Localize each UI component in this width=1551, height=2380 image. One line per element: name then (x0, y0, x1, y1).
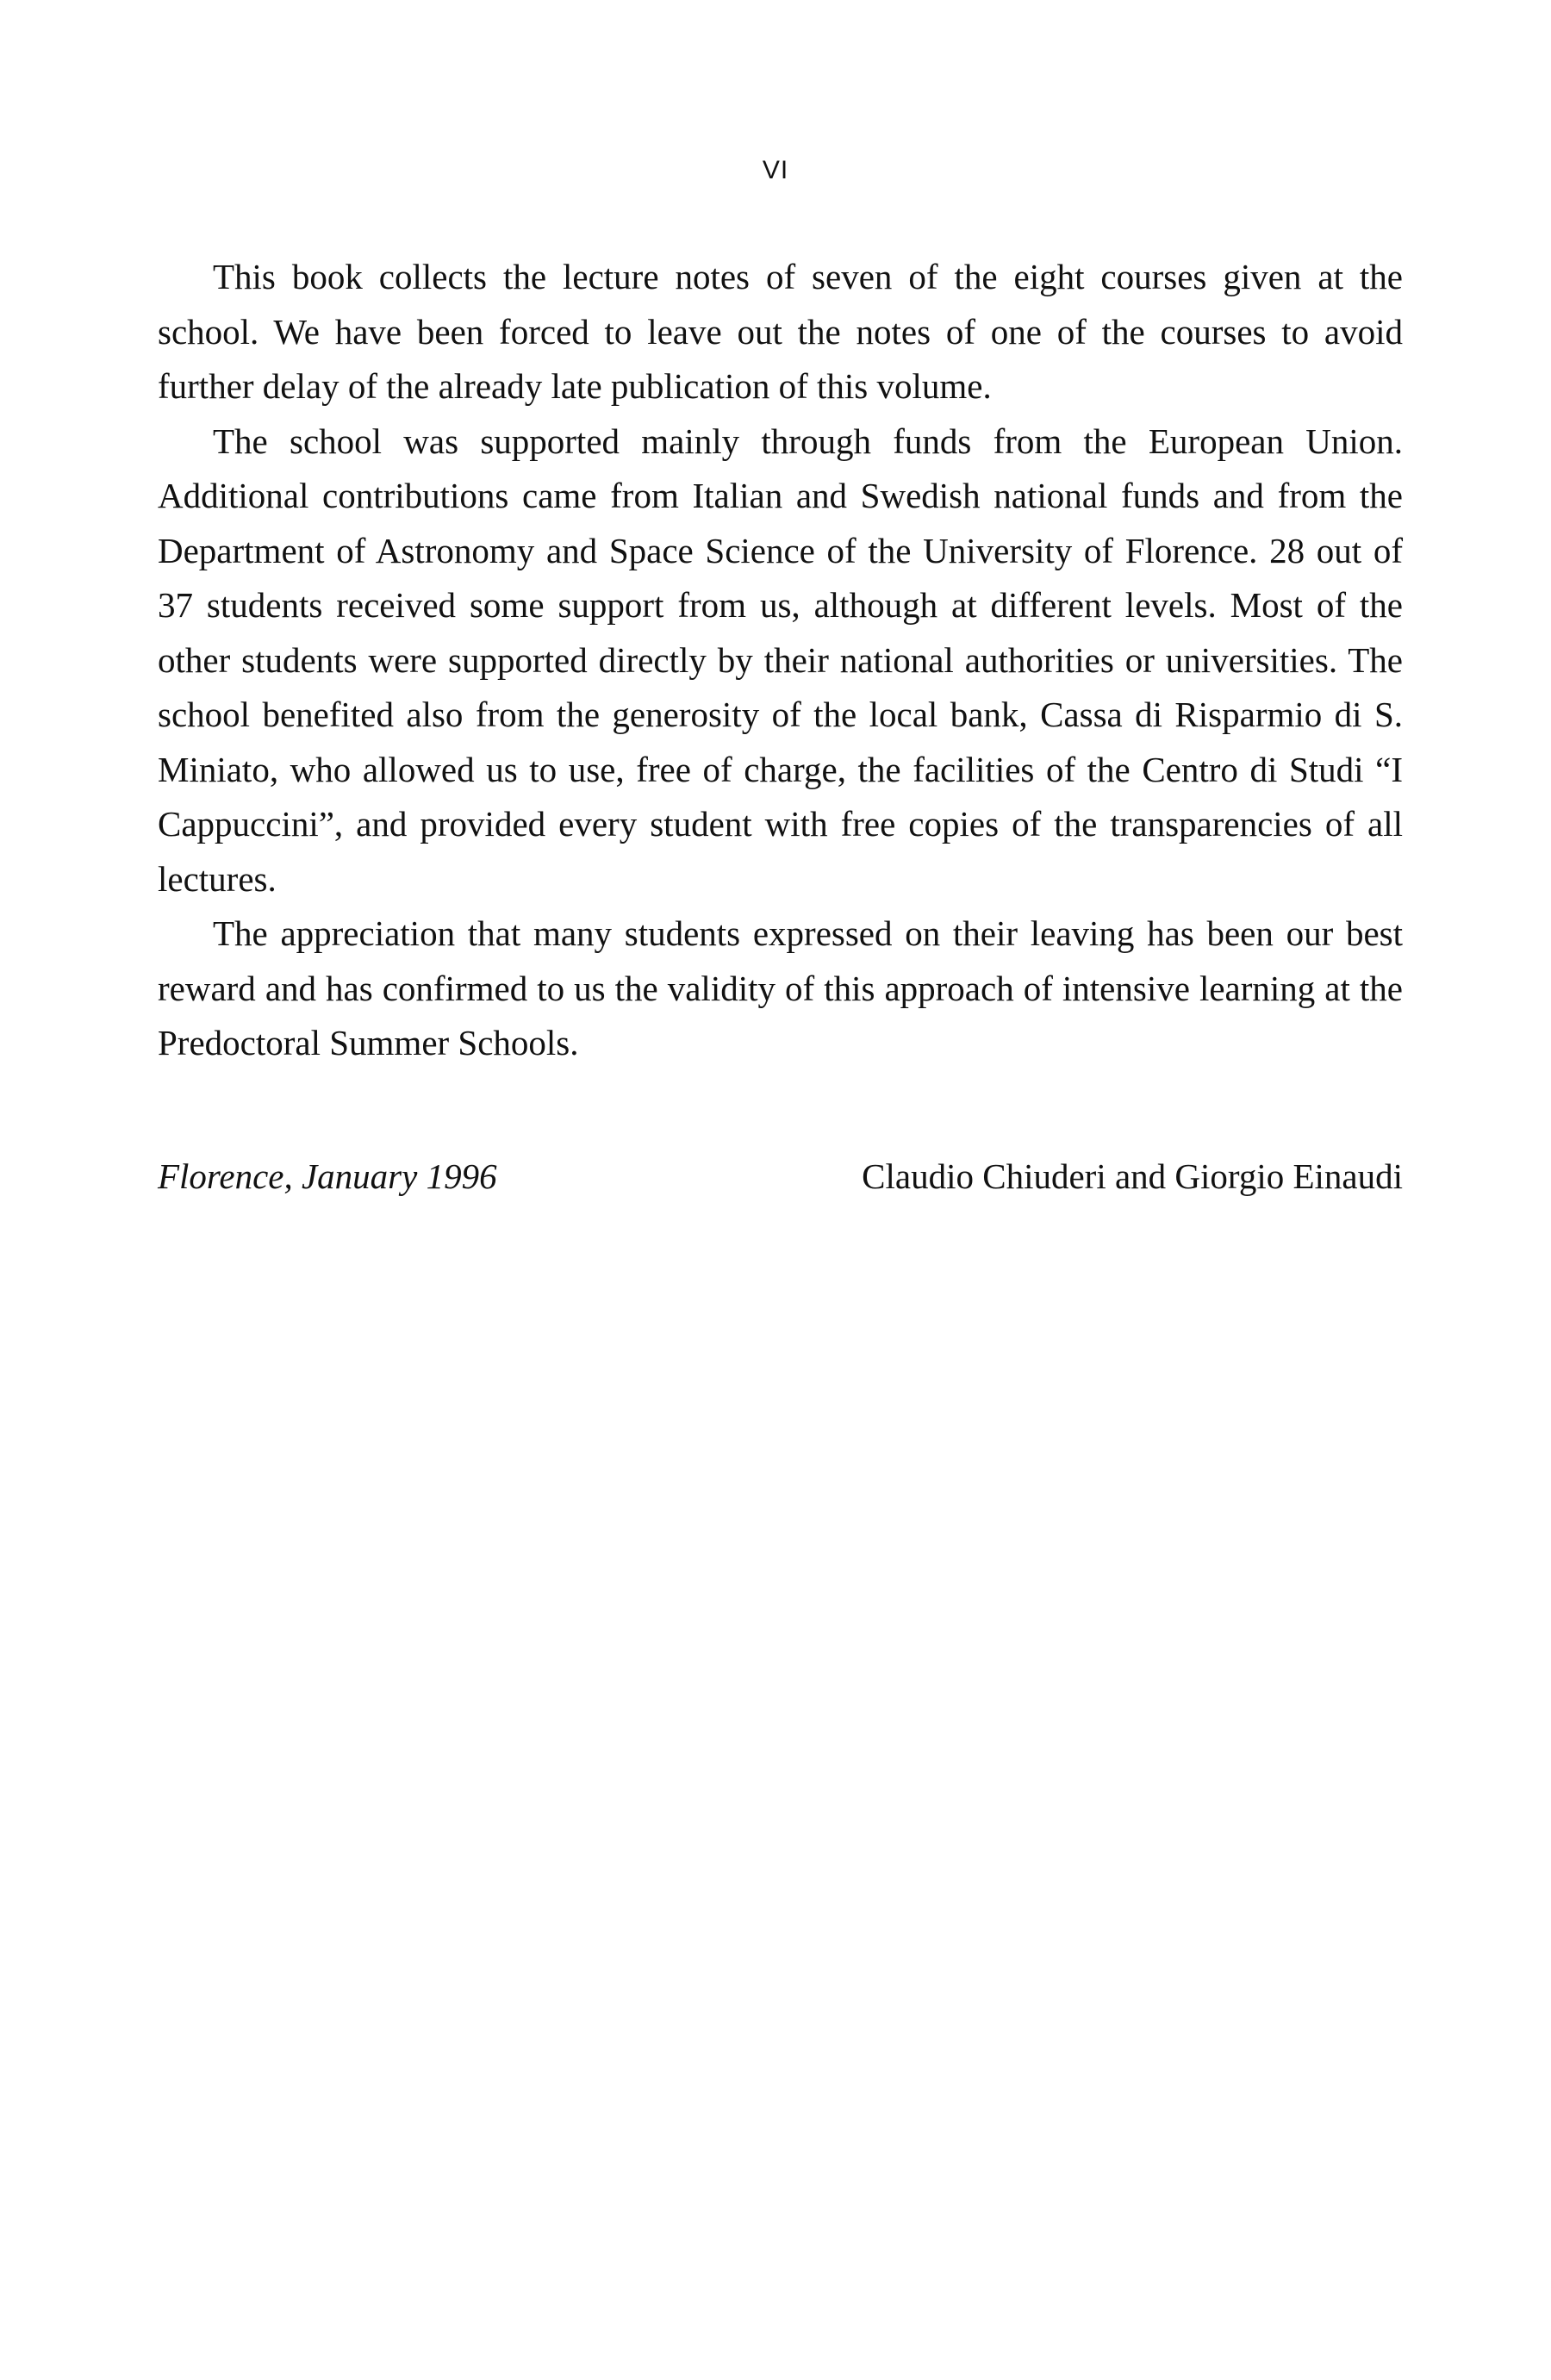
paragraph-1: This book collects the lecture notes of seven of the eight courses given at the school. We have been forced to leave out the notes of one of the courses to avoid further delay of the already late publication of this volume. (158, 257, 1403, 406)
paragraph-2: The school was supported mainly through funds from the European Union. Additional contributions came from Italian and Swedish national funds and from the Department of Astronomy and Space Science of the University of Florence. 28 out of 37 students received some support from us, although at different levels. Most of the other students were supported directly by their national authorities or universities. The school benefited also from the generosity of the local bank, Cassa di Risparmio di S. Miniato, who allowed us to use, free of charge, the facilities of the Centro di Studi “I Cappuccini”, and provided every student with free copies of the transparencies of all lectures. (158, 421, 1403, 899)
paragraph-3: The appreciation that many students expressed on their leaving has been our best reward and has confirmed to us the validity of this approach of intensive learning at the Predoctoral Summer Schools. (158, 913, 1403, 1062)
place-date: Florence, January 1996 (158, 1156, 497, 1196)
page-number: VI (762, 156, 789, 184)
signature-row (158, 1150, 1403, 1204)
authors: Claudio Chiuderi and Giorgio Einaudi (862, 1156, 1403, 1196)
preface-body (158, 250, 1403, 1071)
